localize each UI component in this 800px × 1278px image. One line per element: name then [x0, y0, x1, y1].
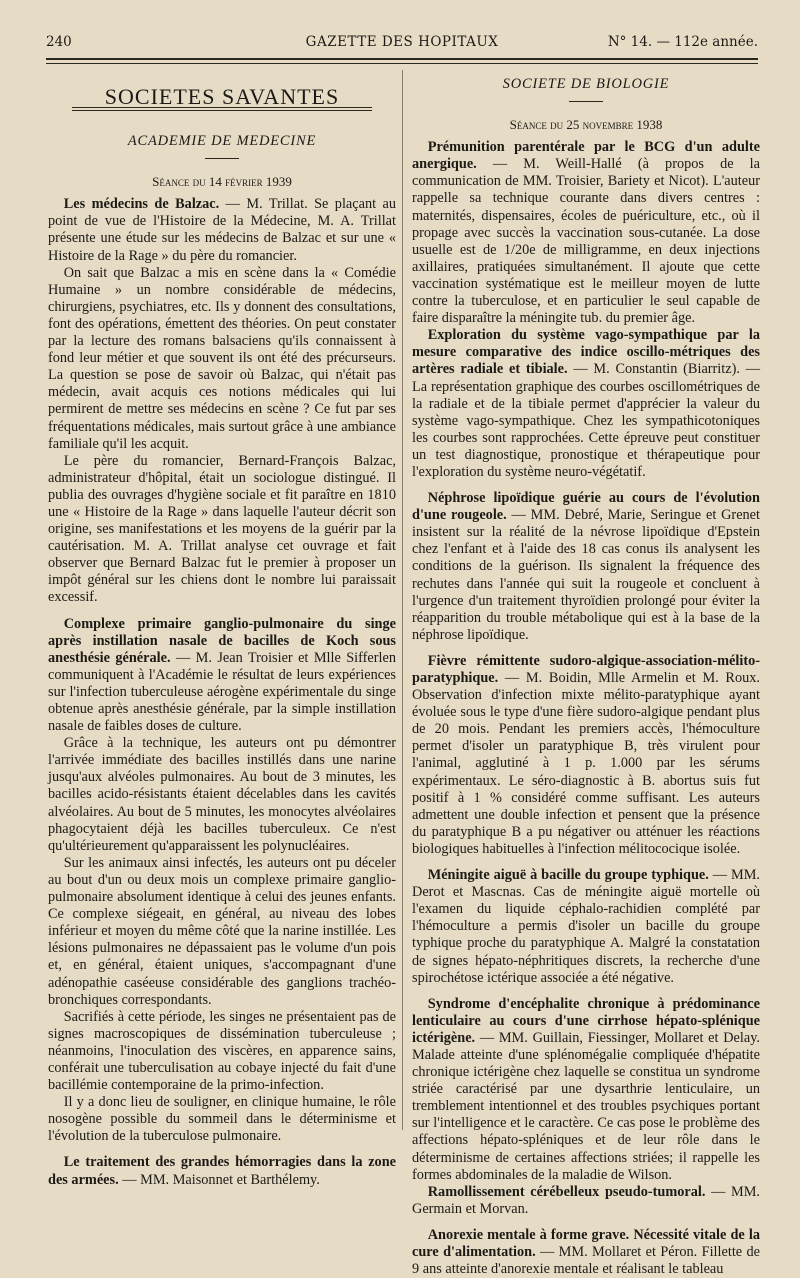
article-body: — MM. Derot et Mascnas. Cas de méningite aiguë mortelle où l'examen du liquide céphalo-rachidien complété par l'hémoculture a permis d'isoler un bacille du groupe typhique proche du paratyphique A. Malgré la constatation de signes hépato-néphritiques discrets, la recherche d'une spirochétose ictérique associée a été négative. — [412, 867, 760, 986]
article-title: Néphrose lipoïdique guérie au cours de l'évolution d'une rougeole. — [412, 490, 760, 524]
article-body: — M. Weill-Hallé (à propos de la communication de MM. Troisier, Bariety et Nicot). L'auteur rappelle sa technique courante dans divers centres : maternités, dispensaires, écoles de puériculture, etc., où il propage avec succès la vaccination sous-cutanée. La dose usuelle est de 1/20e de milligramme, en deux injections axillaires, pratiquées simultanément. Il ajoute que cette vaccination systématique est le meilleur moyen de lutte contre la tuberculose, et en particulier le seul capable de faire disparaître la méningite tub. du premier âge. — [412, 156, 760, 327]
article-balzac — [48, 196, 396, 264]
article-complexe-primaire — [48, 616, 396, 736]
paragraph: Sacrifiés à cette période, les singes ne présentaient pas de signes macroscopiques de dissémination tuberculeuse ; néanmoins, l'inoculation des viscères, en apparence sains, conférait une tuberculisation au cobaye injecté du fait d'une bacillémie contemporaine de la primo-infection. — [48, 1008, 396, 1094]
article-title: Complexe primaire ganglio-pulmonaire du singe après instillation nasale de bacilles de Koch sous anesthésie générale. — [48, 615, 396, 666]
article-title: Fièvre rémittente sudoro-algique-association-mélito-paratyphique. — [412, 652, 760, 686]
article-title: Ramollissement cérébelleux pseudo-tumoral. — [427, 1183, 706, 1200]
section-title: SOCIETES SAVANTES — [104, 84, 340, 109]
issue-number: N° 14. — 112e année. — [607, 34, 758, 50]
seance-date: Séance du 14 février 1939 — [152, 174, 292, 190]
page-number: 240 — [46, 34, 72, 50]
article-encephalite — [412, 996, 760, 1184]
right-column — [412, 68, 760, 1278]
article-body: — M. Boidin, Mlle Armelin et M. Roux. Observation d'infection mixte mélito-paratyphique ayant évoluée sous le type d'une fière sudoro-algique pendant plus de 20 mois. Pendant les premiers accès, l'hémoculture permet d'isoler un paratyphique B, très virulent pour l'animal, agglutiné à 1 p. 1.000 par les sérums expérimentaux. Le séro-diagnostic à B. abortus suis fut positif à 1 % considéré comme suffisant. Les auteurs admettent une double infection et pensent que la présence du paratyphique B a pu négativer ou atténuer les réactions biologiques habituelles à l'infection mélitococique isolée. — [412, 670, 760, 857]
left-column — [48, 68, 396, 1189]
paragraph: Sur les animaux ainsi infectés, les auteurs ont pu déceler au bout d'un ou deux mois un complexe primaire ganglio-pulmonaire absolument identique à celui des jeunes enfants. Ce complexe siégeait, en général, au niveau des lobes inférieur et moyen du même côté que la narine instillée. Les lésions pulmonaires ne dépassaient pas le volume d'un pois et, en général, étaient uniques, s'accompagnant d'une adénopathie caséeuse considérable des ganglions trachéo-bronchiques correspondants. — [48, 854, 396, 1008]
article-body: — M. Constantin (Biarritz). — La représentation graphique des courbes oscillométriques de la radiale et de la tibiale permet d'apprécier la valeur du système vago-sympathique. Chez les sympathicotoniques les courbes sont rapprochées. Cette épreuve peut constituer un test diagnostique, pronostique et thérapeutique pour l'exploration du système neuro-végétatif. — [412, 361, 760, 480]
article-title: Le traitement des grandes hémorragies dans la zone des armées. — [48, 1154, 396, 1188]
society-heading: SOCIETE DE BIOLOGIE — [502, 76, 670, 92]
article-body: — MM. Guillain, Fiessinger, Mollaret et Delay. Malade atteinte d'une splénomégalie compliquée d'hépatite chronique ictérigène chez laquelle se constitua un syndrome striée caractérisé par une dysarthrie lenticulaire, un tremblement intentionnel et des troubles psychiques portant sur l'intelligence et le caractère. Ce cas pose le problème des affections hépato-spléniques et de leur rôle dans le déterminisme de certaines affections striées; il rappelle les formes abdominales de la maladie de Wilson. — [412, 1029, 760, 1183]
article-vago-sympathique — [412, 327, 760, 481]
society-rule — [205, 158, 239, 159]
article-anorexie — [412, 1227, 760, 1278]
society-rule — [569, 101, 603, 102]
column-divider — [402, 70, 403, 1130]
society-heading: ACADEMIE DE MEDECINE — [127, 133, 317, 150]
article-title: Prémunition parentérale par le BCG d'un adulte anergique. — [412, 139, 760, 173]
article-title: Anorexie mentale à forme grave. Nécessité vitale de la cure d'alimentation. — [412, 1226, 760, 1260]
article-hemorragies — [48, 1154, 396, 1188]
journal-title: GAZETTE DES HOPITAUX — [305, 34, 499, 50]
article-body: — MM. Debré, Marie, Seringue et Grenet insistent sur la réalité de la névrose lipoïdique d'Epstein chez l'enfant et à l'aide des 18 cas conus ils analysent les conditions de la guérison. Ils signalent la fréquence des rechutes dans l'année qui suit la rougeole et concluent à l'urgence d'un traitement thyroïdien prolongé pour éviter la réapparition du trouble métabolique qui est à la base de la néphrose lipoïdique. — [412, 507, 761, 643]
article-body: — MM. Germain et Morvan. — [412, 1183, 760, 1217]
article-body: — MM. Maisonnet et Barthélemy. — [118, 1171, 320, 1188]
article-nephrose — [412, 490, 760, 644]
article-ramollissement — [412, 1184, 760, 1218]
article-body: — M. Trillat. Se plaçant au point de vue de l'Histoire de la Médecine, M. A. Trillat présente une étude sur les médecins de Balzac et sur une « Histoire de la Rage » du père du romancier. — [48, 196, 397, 264]
article-body: — MM. Mollaret et Péron. Fillette de 9 ans atteinte d'anorexie mentale et réalisant le tableau — [412, 1244, 760, 1278]
article-meningite — [412, 867, 760, 987]
paragraph: Grâce à la technique, les auteurs ont pu démontrer l'arrivée immédiate des bacilles instillés dans une narine jusqu'aux alvéoles pulmonaires. Au bout de 3 minutes, les bacilles acido-résistants étaient décelables dans les cavités alvéolaires. Au bout de 5 minutes, les monocytes alvéolaires phagocytaient déjà les bacilles tuberculeux. Ce n'est qu'ultérieurement qu'apparaissent les polynucléaires. — [48, 735, 396, 854]
paragraph: Le père du romancier, Bernard-François Balzac, administrateur d'hôpital, était un sociologue distingué. Il publia des ouvrages d'hygiène sociale et fit paraître en 1810 une « Histoire de la Rage » dans laquelle l'auteur décrit son origine, ses manifestations et les moyens de la guérir par la cautérisation. M. A. Trillat analyse cet ouvrage et fait observer que Bernard Balzac fut le premier à proposer un impôt général sur les chiens dont le nombre lui paraissait excessif. — [48, 452, 396, 606]
article-title: Les médecins de Balzac. — [63, 196, 220, 213]
article-bcg — [412, 139, 760, 327]
paragraph: On sait que Balzac a mis en scène dans la « Comédie Humaine » un nombre considérable de médecins, chirurgiens, psychiatres, etc. Ils y donnent des consultations, font des opérations, émettent des théories. On peut constater par la lecture des romans balsaciens qu'ils connaissent à fond leur métier et que souvent ils ont été des précurseurs. La question se pose de savoir où Balzac, qui n'était pas médecin, avait acquis ces notions médicales qui lui permirent de mettre ses médecins en scène ? Ce fut par ses fréquentations médicales, mais surtout grâce à une ambiance familiale qu'il les acquit. — [48, 264, 396, 452]
article-title: Exploration du système vago-sympathique par la mesure comparative des indice oscillo-métriques des artères radiale et tibiale. — [412, 327, 760, 378]
article-fievre — [412, 653, 760, 858]
header-rule-thin — [46, 63, 758, 64]
paragraph: Il y a donc lieu de souligner, en clinique humaine, le rôle nosogène possible du sommeil dans le déterminisme et l'évolution de la tuberculose pulmonaire. — [48, 1094, 396, 1145]
article-title: Syndrome d'encéphalite chronique à prédominance lenticulaire au cours d'une cirrhose hépato-splénique ictérigène. — [412, 995, 760, 1046]
seance-date: Séance du 25 novembre 1938 — [509, 117, 663, 133]
article-title: Méningite aiguë à bacille du groupe typhique. — [427, 867, 709, 884]
page-header — [46, 34, 758, 54]
article-body: — M. Jean Troisier et Mlle Sifferlen communiquent à l'Académie le résultat de leurs expériences sur l'infection tuberculeuse aérogène expérimentale du singe obtenue après anesthésie générale, par la simple instillation nasale de faibles doses de culture. — [48, 649, 396, 735]
header-rule-thick — [46, 58, 758, 60]
